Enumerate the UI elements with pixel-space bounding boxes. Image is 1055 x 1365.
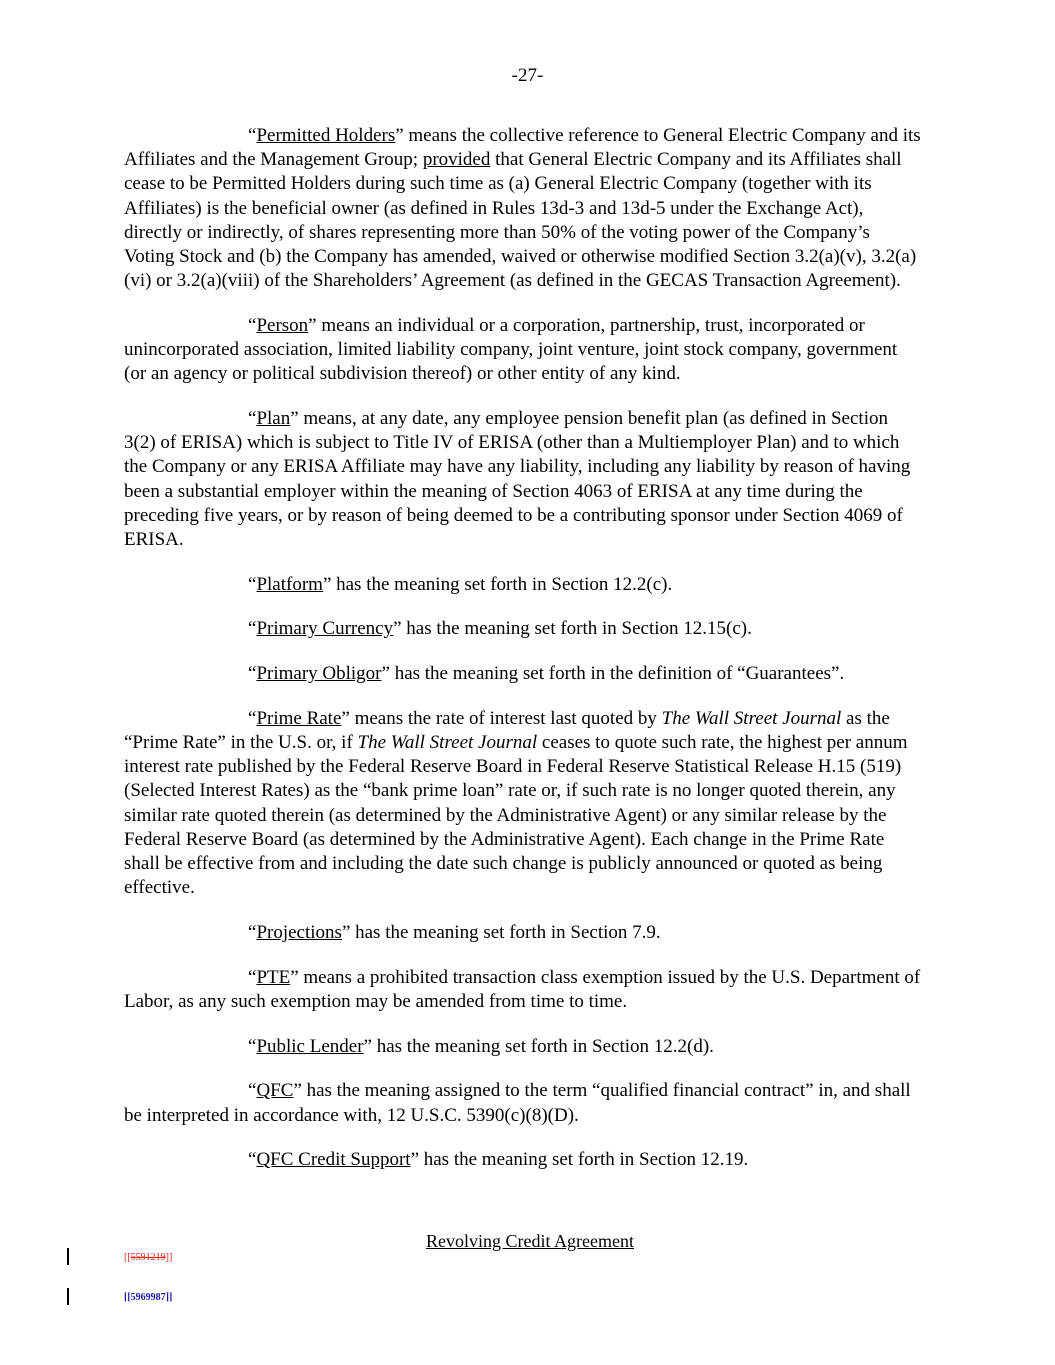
change-bar: [67, 1248, 69, 1265]
open-quote: “: [248, 707, 257, 729]
definition-text: ” has the meaning set forth in Section 7.9.: [341, 921, 661, 943]
publication-name: The Wall Street Journal: [357, 732, 538, 754]
definition-primary-obligor: [124, 662, 924, 686]
definition-text: ” has the meaning assigned to the term “qualified financial contract” in, and shall be interpreted in accordance with, 12 U.S.C. 5390(c)(8)(D).: [124, 1080, 911, 1126]
open-quote: “: [248, 618, 257, 640]
open-quote: “: [248, 663, 257, 685]
inserted-document-id: [[5969987]]: [124, 1292, 173, 1303]
defined-term: Primary Obligor: [256, 663, 382, 685]
definition-text: ” means an individual or a corporation, partnership, trust, incorporated or unincorporated association, limited liability company, joint venture, joint stock company, government (or an agency or political subdivision thereof) or other entity of any kind.: [124, 314, 898, 385]
definition-plan: [124, 407, 924, 552]
footer-title: Revolving Credit Agreement: [426, 1231, 634, 1251]
definition-qfc-credit-support: [124, 1148, 924, 1172]
defined-term: Projections: [256, 921, 342, 943]
page-number: -27-: [511, 65, 544, 86]
definition-pte: [124, 966, 924, 1014]
definition-text: ” has the meaning set forth in Section 12.2(c).: [322, 573, 673, 595]
docid-number-struck: 5591219: [130, 1252, 166, 1263]
defined-term: Permitted Holders: [256, 125, 396, 146]
defined-term: Prime Rate: [256, 707, 342, 729]
definition-text: ” means a prohibited transaction class exemption issued by the U.S. Department of Labor, as any such exemption may be amended from time to time.: [124, 966, 921, 1012]
definition-text: ” has the meaning set forth in Section 12.19.: [410, 1149, 749, 1171]
open-quote: “: [248, 1149, 257, 1171]
definition-text: ” has the meaning set forth in the definition of “Guarantees”.: [381, 663, 845, 685]
open-quote: “: [248, 408, 257, 430]
provided-word: provided: [422, 149, 491, 171]
definition-text: as the “Prime Rate” in the U.S. or, if: [124, 707, 890, 754]
defined-term: Plan: [256, 408, 291, 430]
definition-text: ” means the rate of interest last quoted by: [341, 707, 662, 729]
definition-projections: [124, 921, 924, 945]
open-quote: “: [248, 921, 257, 943]
definition-text: ” has the meaning set forth in Section 12.15(c).: [393, 618, 752, 640]
definition-text: ceases to quote such rate, the highest per annum interest rate published by the Federal Reserve Board in Federal Reserve Statistical Release H.15 (519) (Selected Interest Rates) as the “bank prime loan” rate or, if such rate is no longer quoted therein, any similar rate quoted therein (as determined by the Administrative Agent) or any similar release by the Federal Reserve Board (as determined by the Administrative Agent). Each change in the Prime Rate shall be effective from and including the date such change is publicly announced or quoted as being effective.: [124, 732, 908, 899]
defined-term: Person: [256, 314, 309, 336]
defined-term: Primary Currency: [256, 618, 394, 640]
definition-text: ” has the meaning set forth in Section 12.2(d).: [363, 1035, 714, 1057]
definition-public-lender: [124, 1035, 924, 1059]
defined-term: Public Lender: [256, 1035, 364, 1057]
docid-close-bracket: ]]: [165, 1252, 173, 1263]
change-bar: [67, 1288, 69, 1305]
open-quote: “: [248, 1080, 257, 1102]
defined-term: QFC Credit Support: [256, 1149, 411, 1171]
definition-person: [124, 314, 924, 387]
definition-prime-rate: [124, 707, 924, 901]
defined-term: QFC: [256, 1080, 294, 1102]
definition-text: ” means, at any date, any employee pension benefit plan (as defined in Section 3(2) of ERISA) which is subject to Title IV of ERISA (other than a Multiemployer Plan) and to which the Company or any ERISA Affiliate may have any liability, including any liability by reason of having been a substantial employer within the meaning of Section 4063 of ERISA at any time during the preceding five years, or by reason of being deemed to be a contributing sponsor under Section 4069 of ERISA.: [124, 408, 911, 551]
defined-term: PTE: [256, 966, 291, 988]
publication-name: The Wall Street Journal: [661, 707, 842, 729]
definition-qfc: [124, 1079, 924, 1127]
document-body: [124, 124, 924, 1193]
open-quote: “: [248, 1035, 257, 1057]
defined-term: Platform: [256, 573, 323, 595]
definition-permitted-holders: [124, 124, 924, 293]
deleted-document-id: [124, 1252, 172, 1264]
definition-text: that General Electric Company and its Affiliates shall cease to be Permitted Holders during such time as (a) General Electric Company (together with its Affiliates) is the beneficial owner (as defined in Rules 13d-3 and 13d-5 under the Exchange Act), directly or indirectly, of shares representing more than 50% of the voting power of the Company’s Voting Stock and (b) the Company has amended, waived or otherwise modified Section 3.2(a)(v), 3.2(a)(vi) or 3.2(a)(viii) of the Shareholders’ Agreement (as defined in the GECAS Transaction Agreement).: [124, 149, 917, 292]
definition-platform: [124, 573, 924, 597]
docid-open-bracket: [[: [124, 1252, 131, 1263]
open-quote: “: [248, 125, 257, 146]
open-quote: “: [248, 966, 257, 988]
open-quote: “: [248, 314, 257, 336]
open-quote: “: [248, 573, 257, 595]
definition-primary-currency: [124, 617, 924, 641]
definition-text: ” means the collective reference to General Electric Company and its Affiliates and the Management Group;: [124, 125, 921, 171]
